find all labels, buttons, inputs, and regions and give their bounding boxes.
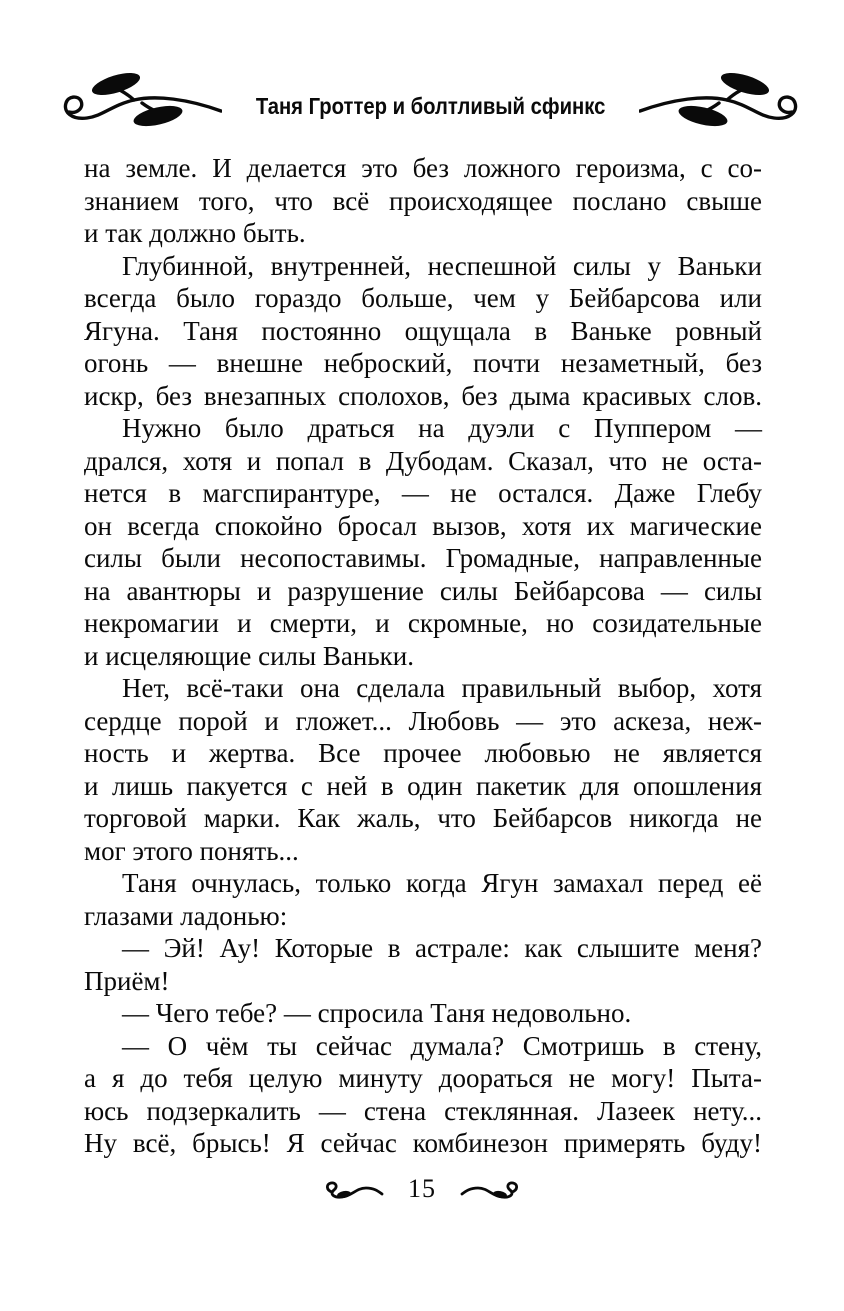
paragraph xyxy=(84,672,762,867)
text-line: торговой марки. Как жаль, что Бейбарсов никогда не xyxy=(84,803,762,833)
text-line: — Чего тебе? — спросила Таня недовольно. xyxy=(122,998,632,1028)
text-line: — Эй! Ау! Которые в астрале: как слышите меня? xyxy=(122,933,762,963)
text-line: Нужно было драться на дуэли с Пуппером — xyxy=(122,413,762,443)
paragraph xyxy=(84,250,762,413)
text-line: и так должно быть. xyxy=(84,218,306,248)
floral-flourish-right-icon xyxy=(639,70,811,132)
text-line: знанием того, что всё происходящее послано свыше xyxy=(84,185,762,216)
text-line: Ягуна. Таня постоянно ощущала в Ваньке ровный xyxy=(84,315,762,346)
text-line: силы были несопоставимы. Громадные, направленные xyxy=(84,543,762,573)
text-line: ность и жертва. Все прочее любовью не является xyxy=(84,738,762,768)
page-footer xyxy=(0,1174,844,1204)
text-line: огонь — внешне неброский, почти незаметный, без xyxy=(84,348,762,378)
text-line: юсь подзеркалить — стена стеклянная. Лазеек нету... xyxy=(84,1095,762,1126)
text-line: нется в магспирантуре, — не остался. Даже Глебу xyxy=(84,478,762,508)
text-line: Ну всё, брысь! Я сейчас комбинезон примерять буду! xyxy=(84,1128,762,1158)
text-line: а я до тебя целую минуту доораться не могу! Пыта- xyxy=(84,1063,762,1093)
text-line: всегда было гораздо больше, чем у Бейбарсова или xyxy=(84,283,762,313)
text-line: — О чём ты сейчас думала? Смотришь в стену, xyxy=(122,1030,762,1061)
text-line: Нет, всё-таки она сделала правильный выбор, хотя xyxy=(122,673,762,703)
paragraph xyxy=(84,1030,762,1160)
text-line: сердце порой и гложет... Любовь — это аскеза, неж- xyxy=(84,705,762,736)
text-line: искр, без внезапных сполохов, без дыма красивых слов. xyxy=(84,380,762,411)
page-number: 15 xyxy=(408,1173,436,1203)
text-line: на авантюры и разрушение силы Бейбарсова — силы xyxy=(84,575,762,606)
paragraph xyxy=(84,997,762,1030)
text-line: глазами ладонью: xyxy=(84,900,288,931)
text-line: и исцеляющие силы Ваньки. xyxy=(84,640,414,671)
page-header xyxy=(0,68,844,134)
running-title: Таня Гроттер и болтливый сфинкс xyxy=(255,92,606,119)
paragraph xyxy=(84,932,762,997)
text-line: на земле. И делается это без ложного героизма, с со- xyxy=(84,153,762,183)
text-line: мог этого понять... xyxy=(84,835,299,866)
paragraph xyxy=(84,412,762,672)
paragraph xyxy=(84,867,762,932)
footer-swirl-right-icon xyxy=(460,1175,522,1203)
text-line: Приём! xyxy=(84,965,170,996)
floral-flourish-left-icon xyxy=(50,70,222,132)
text-line: дрался, хотя и попал в Дубодам. Сказал, что не оста- xyxy=(84,445,762,476)
text-line: некромагии и смерти, и скромные, но созидательные xyxy=(84,608,762,638)
text-line: Таня очнулась, только когда Ягун замахал перед её xyxy=(122,868,762,898)
text-line: Глубинной, внутренней, неспешной силы у Ваньки xyxy=(122,250,762,281)
text-line: он всегда спокойно бросал вызов, хотя их магические xyxy=(84,510,762,541)
paragraph xyxy=(84,152,762,250)
text-line: и лишь пакуется с ней в один пакетик для опошления xyxy=(84,770,762,801)
footer-swirl-left-icon xyxy=(322,1175,384,1203)
body-text xyxy=(0,152,844,1160)
